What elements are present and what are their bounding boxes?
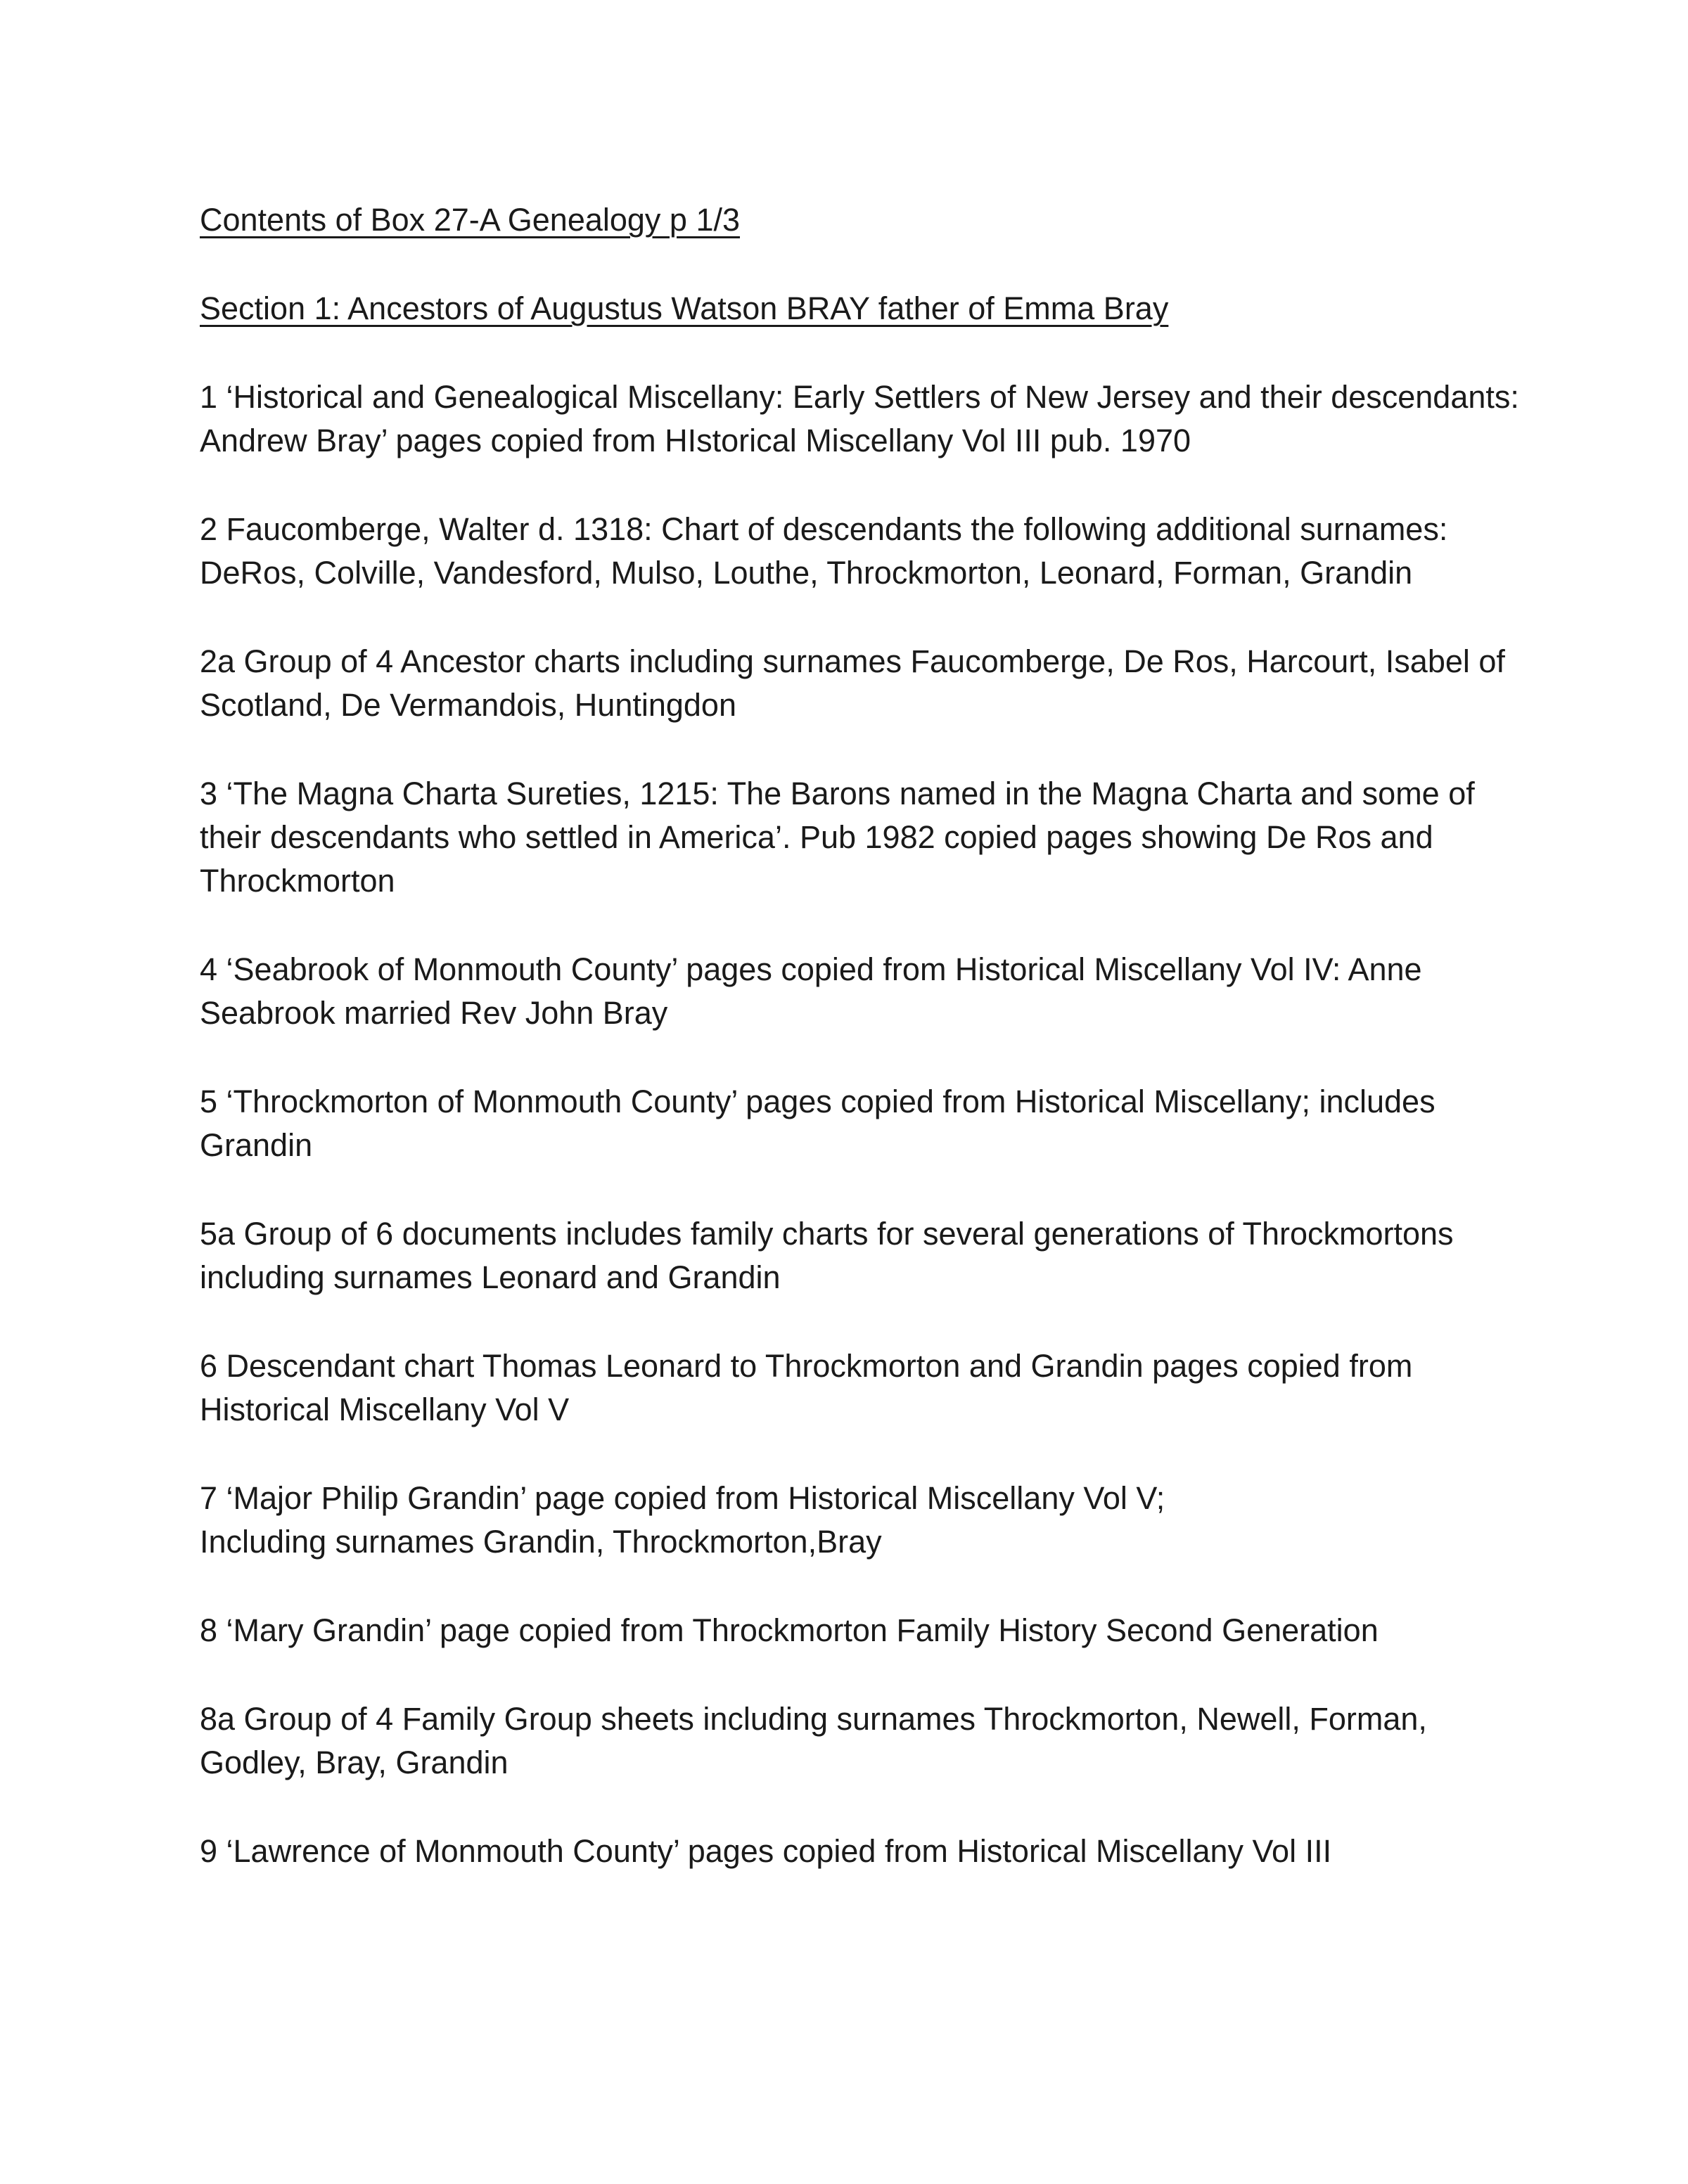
list-item: 4 ‘Seabrook of Monmouth County’ pages copied from Historical Miscellany Vol IV: Anne Seabrook married Rev John Bray [200, 951, 1422, 1031]
list-item: 5a Group of 6 documents includes family charts for several generations of Throckmortons including surnames Leonard and Grandin [200, 1216, 1454, 1295]
document-page [200, 198, 1522, 1918]
list-item: 8a Group of 4 Family Group sheets including surnames Throckmorton, Newell, Forman, Godley, Bray, Grandin [200, 1701, 1427, 1780]
list-item: 7 ‘Major Philip Grandin’ page copied from Historical Miscellany Vol V; Including surnames Grandin, Throckmorton,Bray [200, 1480, 1165, 1560]
list-item: 1 ‘Historical and Genealogical Miscellany: Early Settlers of New Jersey and their descendants: Andrew Bray’ pages copied from HIstorical Miscellany Vol III pub. 1970 [200, 379, 1519, 458]
document-title: Contents of Box 27-A Genealogy p 1/3 [200, 202, 741, 238]
list-item: 5 ‘Throckmorton of Monmouth County’ pages copied from Historical Miscellany; includes Grandin [200, 1084, 1436, 1163]
list-item: 3 ‘The Magna Charta Sureties, 1215: The Barons named in the Magna Charta and some of their descendants who settled in America’. Pub 1982 copied pages showing De Ros and Throckmorton [200, 776, 1475, 899]
list-item: 9 ‘Lawrence of Monmouth County’ pages copied from Historical Miscellany Vol III [200, 1833, 1332, 1869]
section-heading: Section 1: Ancestors of Augustus Watson BRAY father of Emma Bray [200, 290, 1169, 326]
list-item: 8 ‘Mary Grandin’ page copied from Throckmorton Family History Second Generation [200, 1612, 1379, 1648]
list-item: 2 Faucomberge, Walter d. 1318: Chart of descendants the following additional surnames: DeRos, Colville, Vandesford, Mulso, Louthe, Throckmorton, Leonard, Forman, Grandin [200, 511, 1448, 591]
list-item: 6 Descendant chart Thomas Leonard to Throckmorton and Grandin pages copied from Historical Miscellany Vol V [200, 1348, 1413, 1427]
list-item: 2a Group of 4 Ancestor charts including surnames Faucomberge, De Ros, Harcourt, Isabel of Scotland, De Vermandois, Huntingdon [200, 643, 1505, 723]
